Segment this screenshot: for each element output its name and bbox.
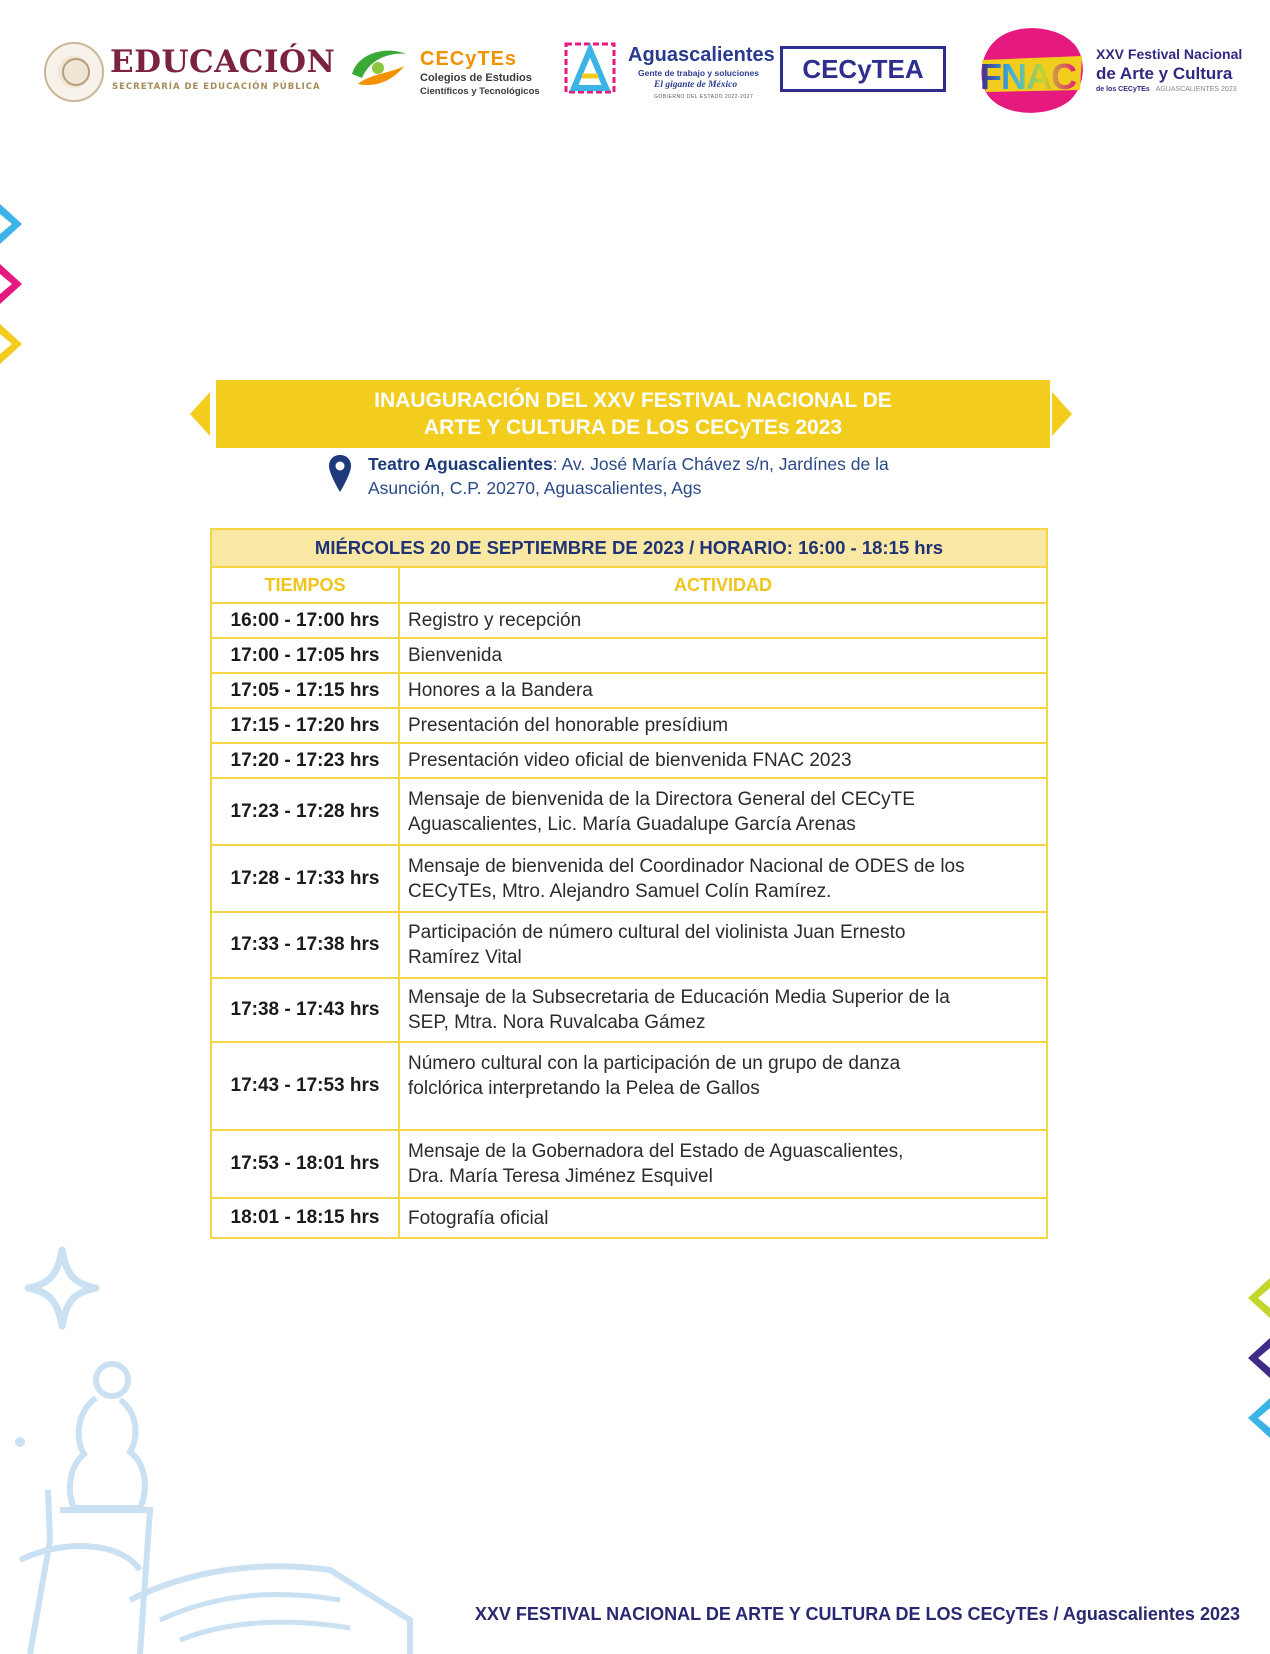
row-time: 18:01 - 18:15 hrs — [211, 1198, 399, 1238]
row-time: 17:53 - 18:01 hrs — [211, 1130, 399, 1198]
schedule-date-header: MIÉRCOLES 20 DE SEPTIEMBRE DE 2023 / HORARIO: 16:00 - 18:15 hrs — [211, 529, 1047, 567]
footer-text: XXV FESTIVAL NACIONAL DE ARTE Y CULTURA DE LOS CECyTEs / Aguascalientes 2023 — [474, 1604, 1240, 1624]
educacion-subtitle: SECRETARÍA DE EDUCACIÓN PÚBLICA — [112, 82, 321, 92]
column-header-tiempos: TIEMPOS — [211, 567, 399, 603]
cecytes-line1: Colegios de Estudios — [420, 72, 532, 84]
row-time: 17:00 - 17:05 hrs — [211, 638, 399, 673]
row-activity: Presentación del honorable presídium — [399, 708, 1047, 743]
banner-left-arrow-icon — [190, 392, 210, 436]
row-time: 17:28 - 17:33 hrs — [211, 845, 399, 912]
row-time: 17:43 - 17:53 hrs — [211, 1042, 399, 1130]
row-activity: Honores a la Bandera — [399, 673, 1047, 708]
sparkle-bust-book-illustration-icon — [0, 1240, 420, 1654]
row-activity: Mensaje de la Gobernadora del Estado de Aguascalientes, Dra. María Teresa Jiménez Esquivel — [399, 1130, 1047, 1198]
table-row — [211, 708, 1047, 743]
table-row — [211, 638, 1047, 673]
fnac-line3: de los CECyTEs AGUASCALIENTES 2023 — [1096, 86, 1237, 93]
row-time: 16:00 - 17:00 hrs — [211, 603, 399, 638]
aguascalientes-logo — [562, 40, 775, 102]
column-header-actividad: ACTIVIDAD — [399, 567, 1047, 603]
table-row — [211, 778, 1047, 845]
cecytes-swoosh-icon — [348, 44, 410, 90]
schedule-table — [210, 528, 1048, 1239]
row-activity: Participación de número cultural del violinista Juan Ernesto Ramírez Vital — [399, 912, 1047, 978]
row-time: 17:05 - 17:15 hrs — [211, 673, 399, 708]
venue-info — [328, 452, 968, 504]
aguascalientes-line2: El gigante de México — [654, 80, 738, 90]
table-row — [211, 603, 1047, 638]
banner-line2: ARTE Y CULTURA DE LOS CECyTEs 2023 — [423, 416, 843, 439]
event-title-banner — [216, 380, 1050, 448]
aguascalientes-a-icon — [564, 42, 616, 94]
table-row — [211, 673, 1047, 708]
fnac-logo — [976, 26, 1252, 116]
venue-address-line2: Asunción, C.P. 20270, Aguascalientes, Ags — [368, 478, 702, 498]
table-row — [211, 1198, 1047, 1238]
row-activity: Mensaje de bienvenida de la Directora General del CECyTE Aguascalientes, Lic. María Guadalupe García Arenas — [399, 778, 1047, 845]
banner-right-arrow-icon — [1052, 392, 1072, 436]
row-time: 17:38 - 17:43 hrs — [211, 978, 399, 1042]
educacion-logo — [44, 40, 334, 102]
schedule-column-headers — [211, 567, 1047, 603]
row-activity: Fotografía oficial — [399, 1198, 1047, 1238]
fnac-badge-text: FNAC — [980, 56, 1076, 97]
table-row — [211, 845, 1047, 912]
cecytes-logo — [348, 42, 548, 100]
aguascalientes-line3: GOBIERNO DEL ESTADO 2022-2027 — [654, 94, 754, 100]
fnac-line1: XXV Festival Nacional — [1096, 46, 1243, 62]
table-row — [211, 912, 1047, 978]
venue-text — [368, 452, 889, 500]
row-activity: Mensaje de bienvenida del Coordinador Nacional de ODES de los CECyTEs, Mtro. Alejandro Samuel Colín Ramírez. — [399, 845, 1047, 912]
banner-line1: INAUGURACIÓN DEL XXV FESTIVAL NACIONAL DE — [374, 389, 892, 412]
table-row — [211, 1130, 1047, 1198]
mexico-seal-icon — [44, 42, 104, 102]
aguascalientes-line1: Gente de trabajo y soluciones — [638, 68, 759, 78]
table-row — [211, 743, 1047, 778]
row-activity: Bienvenida — [399, 638, 1047, 673]
row-activity: Mensaje de la Subsecretaria de Educación Media Superior de la SEP, Mtra. Nora Ruvalcaba Gámez — [399, 978, 1047, 1042]
row-time: 17:33 - 17:38 hrs — [211, 912, 399, 978]
cecytea-logo: CECyTEA — [780, 46, 946, 92]
venue-address-line1: : Av. José María Chávez s/n, Jardínes de la — [552, 454, 889, 474]
right-chevron-decoration-icon — [1242, 1276, 1270, 1466]
venue-name: Teatro Aguascalientes — [368, 454, 553, 474]
educacion-title: EDUCACIÓN — [110, 44, 336, 80]
row-activity: Presentación video oficial de bienvenida FNAC 2023 — [399, 743, 1047, 778]
map-pin-icon — [328, 454, 352, 494]
cecytes-line2: Científicos y Tecnológicos — [420, 86, 540, 97]
table-row — [211, 978, 1047, 1042]
left-chevron-decoration-icon — [0, 196, 28, 376]
fnac-line2: de Arte y Cultura — [1096, 64, 1233, 83]
row-time: 17:15 - 17:20 hrs — [211, 708, 399, 743]
row-time: 17:20 - 17:23 hrs — [211, 743, 399, 778]
aguascalientes-title: Aguascalientes — [628, 44, 775, 66]
schedule-date-row — [211, 529, 1047, 567]
table-row — [211, 1042, 1047, 1130]
row-activity: Número cultural con la participación de un grupo de danza folclórica interpretando la Pelea de Gallos — [399, 1042, 1047, 1130]
row-activity: Registro y recepción — [399, 603, 1047, 638]
cecytes-title: CECyTEs — [420, 48, 518, 70]
row-time: 17:23 - 17:28 hrs — [211, 778, 399, 845]
